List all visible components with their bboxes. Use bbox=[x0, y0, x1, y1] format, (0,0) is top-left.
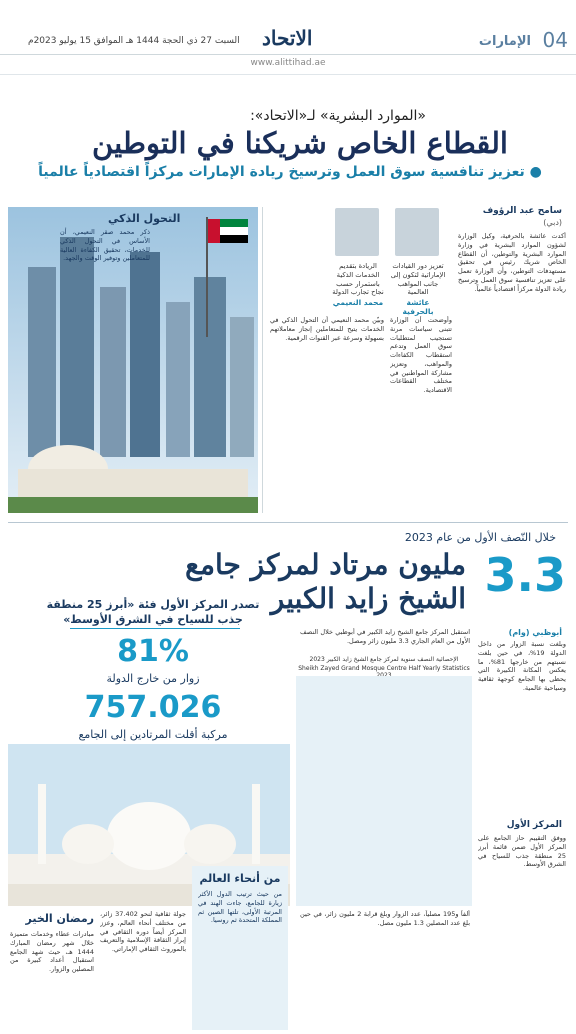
divider bbox=[0, 74, 576, 75]
kpi-rule bbox=[70, 628, 240, 629]
bullet-icon: ● bbox=[524, 164, 542, 180]
site-url[interactable]: www.alittihad.ae bbox=[250, 58, 326, 68]
issue-date: السبت 27 ذي الحجة 1444 هـ الموافق 15 يوليو 2023م bbox=[28, 36, 240, 46]
column-rule bbox=[262, 207, 263, 513]
name-balharfia: عائشة بالحرفية bbox=[402, 298, 434, 316]
story2-column-b: استقبل المركز جامع الشيخ زايد الكبير في أبوظبي خلال النصف الأول من العام الجاري 3.3 مليون زائر ومصل. bbox=[300, 628, 470, 645]
story2-column-c: ألفاً و195 مصلياً، عدد الزوار وبلغ قرابة 2 مليون زائر، في حين بلغ عدد المصلين 1.3 مليون مصل. bbox=[300, 910, 470, 927]
chart-title-ar: الإحصائية النصف سنوية لمركز جامع الشيخ زايد الكبير 2023 bbox=[309, 656, 459, 663]
story2-title-line1: مليون مرتاد لمركز جامع bbox=[185, 548, 466, 581]
story1-title: القطاع الخاص شريكنا في التوطين bbox=[92, 126, 508, 160]
story2-column-a: وبلغت نسبة الزوار من داخل الدولة 19%، في حين بلغت نسبتهم من خارجها 81%، ما يعكس المكانة الكبيرة التي يحظى بها الجامع كوجهة ثقافية وسياحية عالمية. bbox=[478, 640, 566, 692]
story1-kicker: «الموارد البشرية» لـ«الاتحاد»: bbox=[250, 108, 426, 124]
caption-balharfia: تعزيز دور القيادات الإماراتية لتكون إلى جانب المواهب العالمية bbox=[390, 262, 446, 297]
ramadan-text: مبادرات عطاء وخدمات متميزة خلال شهر رمضان المبارك 1444 هـ، حيث شهد الجامع استقبال أعداد كبيرة من المصلين والزوار. bbox=[10, 930, 94, 974]
story2-tag: خلال النّصف الأول من عام 2023 bbox=[404, 531, 556, 544]
byline-city: (دبي) bbox=[543, 218, 562, 227]
kpi2-value: 757.026 bbox=[84, 690, 222, 725]
story2-column-d: جولة ثقافية لنحو 37.402 زائر، من مختلف أنحاء العالم، وعزز المركز أيضاً دوره الثقافي في إبراز الثقافة الإسلامية والتعريف بالموروث الثقافي الإماراتي. bbox=[100, 910, 186, 954]
name-nuaimi: محمد النعيمي bbox=[332, 298, 384, 307]
kpi-heading: تصدر المركز الأول فئة «أبرز 25 منطقة جذب للسياح في الشرق الأوسط» bbox=[46, 598, 260, 626]
story1-subtitle-text: تعزيز تنافسية سوق العمل وترسيخ ريادة الإمارات مركزاً اقتصادياً عالمياً bbox=[38, 164, 525, 180]
kpi2-label: مركبة أقلت المرتادين إلى الجامع bbox=[78, 728, 228, 741]
chart-title-en: Sheikh Zayed Grand Mosque Centre Half Yearly Statistics bbox=[298, 665, 470, 672]
story2-big-number: 3.3 bbox=[484, 548, 566, 602]
portrait-balharfia bbox=[395, 208, 439, 256]
center-text: ووفق التقييم حاز الجامع على المركز الأول ضمن قائمة أبرز 25 منطقة جذب للسياح في الشرق الأوسط. bbox=[478, 834, 566, 869]
world-text: من حيث ترتيب الدول الأكثر زيارة للجامع، جاءت الهند في المرتبة الأولى، تلتها الصين ثم المملكة المتحدة ثم روسيا. bbox=[198, 890, 282, 925]
story1-subtitle bbox=[35, 164, 545, 180]
stats-infographic bbox=[296, 676, 472, 906]
side-title: التحول الذكي bbox=[108, 212, 181, 225]
kpi1-label: زوار من خارج الدولة bbox=[106, 672, 200, 685]
story1-column-a: أكدت عائشة بالحرفية، وكيل الوزارة لشؤون الموارد البشرية في وزارة الموارد البشرية والتوطين، أن القطاع الخاص شريك رئيس في تحقيق مستهدفات التوطين، وأن الوزارة تعمل على تعزيز تنافسية سوق العمل وترسيخ ريادة الدولة مركزاً اقتصادياً عالمياً. bbox=[458, 232, 566, 293]
portrait-nuaimi bbox=[335, 208, 379, 256]
kpi1-value: 81% bbox=[117, 634, 189, 669]
side-text: ذكر محمد صقر النعيمي، أن الأساس في التحول الذكي للخدمات، تحقيق الكفاءة العالية للمتعاملين وتوفير الوقت والجهد. bbox=[60, 228, 150, 263]
byline: سامح عبد الرؤوف bbox=[482, 206, 562, 216]
world-title: من أنحاء العالم bbox=[199, 872, 281, 885]
story2-city: أبوظبي (وام) bbox=[508, 628, 562, 637]
section-title: الإمارات bbox=[478, 34, 531, 49]
page-number: 04 bbox=[542, 28, 568, 52]
story1-column-b: وأوضحت أن الوزارة تتبنى سياسات مرنة تستجيب لمتطلبات سوق العمل وتدعم استقطاب الكفاءات والمواهب، وتعزيز مشاركة المواطنين في مختلف القطاعات الاقتصادية. bbox=[390, 316, 452, 395]
ramadan-title: رمضان الخير bbox=[25, 912, 94, 925]
newspaper-logo: الاتحاد bbox=[262, 26, 313, 50]
caption-nuaimi: الريادة بتقديم الخدمات الذكية باستمرار حسب نجاح تجارب الدولة bbox=[332, 262, 384, 297]
story1-column-c: وبيّن محمد النعيمي أن التحول الذكي في الخدمات يتيح للمتعاملين إنجاز معاملاتهم بسهولة وسرعة عبر القنوات الرقمية. bbox=[270, 316, 384, 342]
story-divider bbox=[8, 522, 568, 523]
center-title: المركز الأول bbox=[506, 820, 562, 830]
story2-title-line2: الشيخ زايد الكبير bbox=[270, 582, 466, 615]
